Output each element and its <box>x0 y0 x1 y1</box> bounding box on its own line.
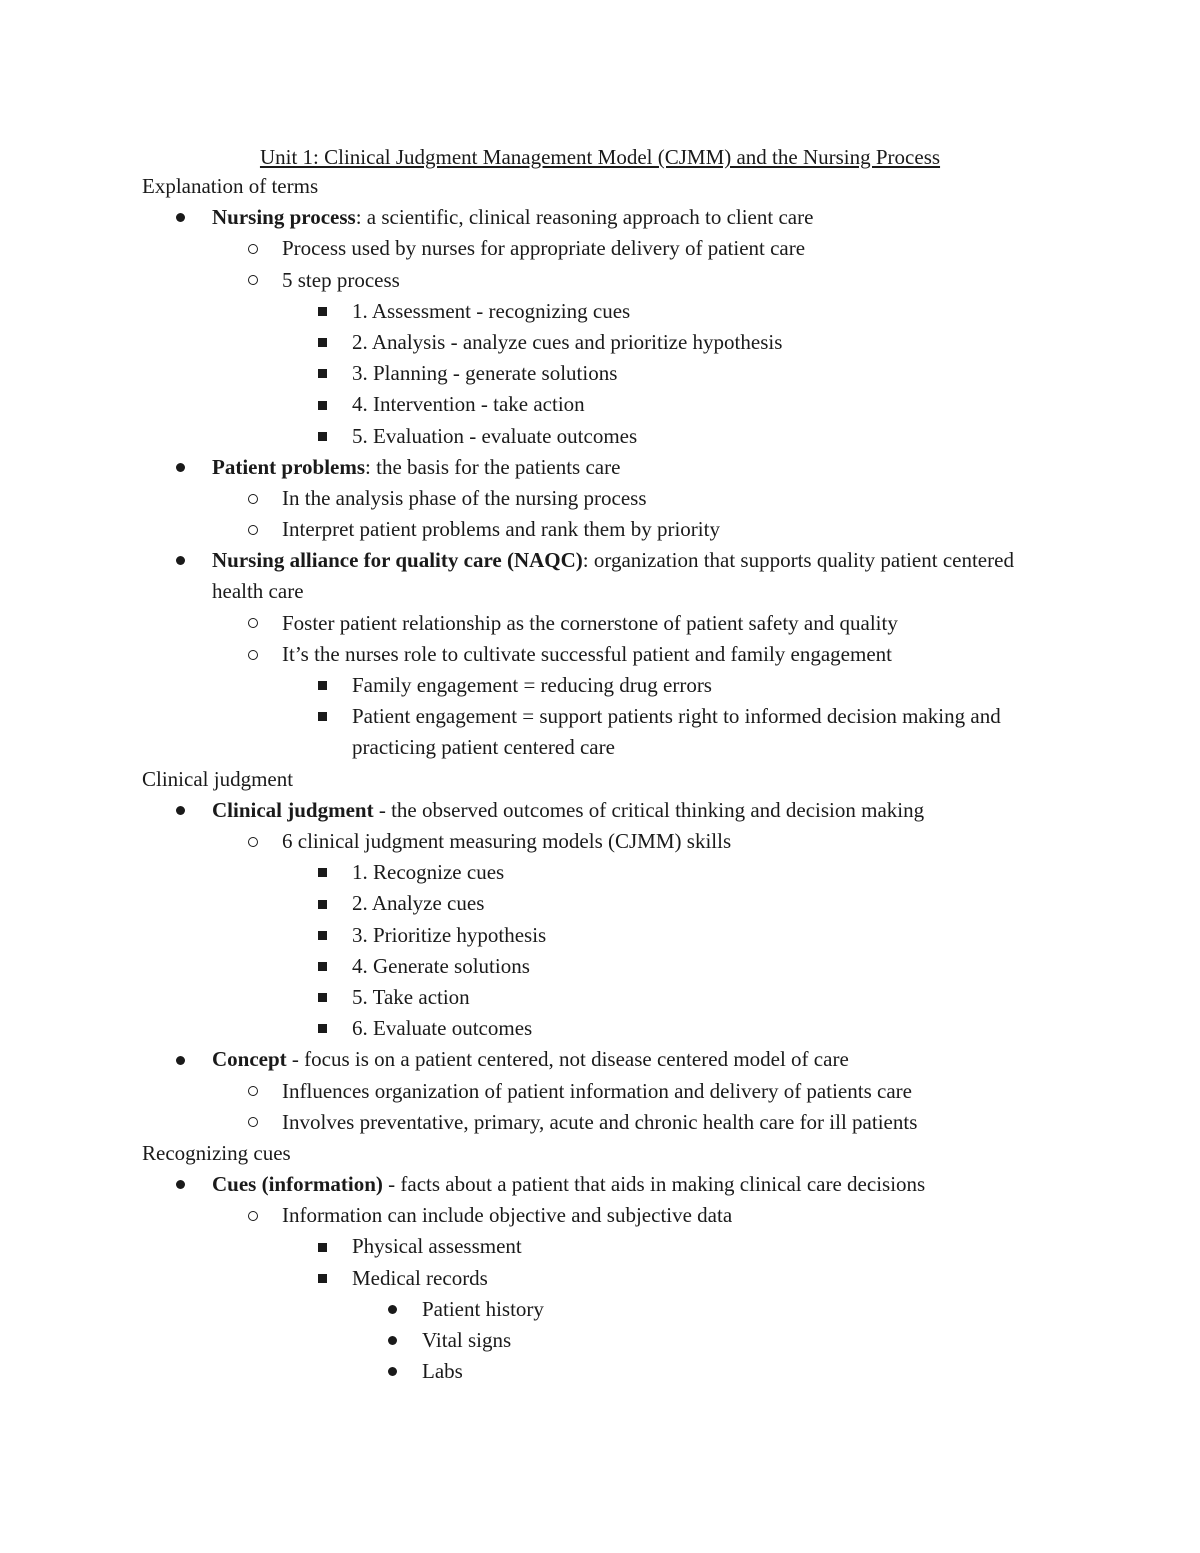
bullet-disc-icon <box>388 1325 397 1356</box>
list-item <box>0 233 1200 264</box>
list-item <box>0 982 1052 1013</box>
list-item-text: Labs <box>422 1359 463 1384</box>
bullet-ring-icon <box>248 639 258 670</box>
bullet-square-icon <box>318 1263 327 1294</box>
list-item-text: 2. Analyze cues <box>352 891 485 916</box>
list-item <box>0 421 1052 452</box>
bullet-square-icon <box>318 421 327 452</box>
list-item-nursing-process <box>0 202 1200 233</box>
list-item-text: Influences organization of patient information and delivery of patients care <box>282 1078 912 1103</box>
list-item-text: In the analysis phase of the nursing process <box>282 485 647 510</box>
section-heading-clinical: Clinical judgment <box>142 766 294 791</box>
term-label: Nursing process <box>212 205 356 230</box>
bullet-square-icon <box>318 982 327 1013</box>
bullet-ring-icon <box>248 1200 258 1231</box>
bullet-square-icon <box>318 888 327 919</box>
list-item-text: Foster patient relationship as the cornerstone of patient safety and quality <box>282 610 898 635</box>
list-item-text: Family engagement = reducing drug errors <box>352 673 712 698</box>
list-item-text: 1. Recognize cues <box>352 860 505 885</box>
bullet-disc-icon <box>176 1044 185 1075</box>
bullet-square-icon <box>318 389 327 420</box>
bullet-square-icon <box>318 670 327 701</box>
list-item-concept <box>0 1044 1200 1075</box>
list-item <box>0 1200 1200 1231</box>
list-item <box>0 358 1052 389</box>
list-item <box>0 389 1052 420</box>
list-item <box>0 1356 1200 1387</box>
list-item-text: 5. Evaluation - evaluate outcomes <box>352 423 638 448</box>
bullet-ring-icon <box>248 826 258 857</box>
term-definition: - the observed outcomes of critical thinking and decision making <box>373 797 925 822</box>
list-item-text: Process used by nurses for appropriate delivery of patient care <box>282 236 806 261</box>
bullet-ring-icon <box>248 1107 258 1138</box>
list-item <box>0 888 1052 919</box>
list-item-text: 6. Evaluate outcomes <box>352 1016 533 1041</box>
bullet-disc-icon <box>388 1294 397 1325</box>
list-item <box>0 1013 1052 1044</box>
list-item <box>0 826 1200 857</box>
list-item-text: Information can include objective and subjective data <box>282 1203 733 1228</box>
list-item-text: 6 clinical judgment measuring models (CJMM) skills <box>282 829 732 853</box>
list-item <box>0 670 1052 701</box>
bullet-disc-icon <box>176 1169 185 1200</box>
list-item-text: Vital signs <box>422 1328 512 1352</box>
document-body <box>0 171 1200 1387</box>
document-title: Unit 1: Clinical Judgment Management Model (CJMM) and the Nursing Process <box>259 145 941 169</box>
list-item <box>0 608 1200 639</box>
bullet-square-icon <box>318 1013 327 1044</box>
list-item <box>0 857 1052 888</box>
list-item <box>0 920 1052 951</box>
list-item <box>0 265 1200 296</box>
bullet-ring-icon <box>248 514 258 545</box>
list-item-text: 2. Analysis - analyze cues and prioritize hypothesis <box>352 329 783 354</box>
bullet-disc-icon <box>176 452 185 483</box>
bullet-square-icon <box>318 296 327 327</box>
list-item <box>0 1076 1200 1107</box>
list-item <box>0 1231 1052 1262</box>
bullet-square-icon <box>318 920 327 951</box>
term-label: Cues (information) <box>212 1172 383 1197</box>
term-definition: : the basis for the patients care <box>365 454 621 479</box>
term-definition: : organization that supports quality patient centered health care <box>212 548 1014 604</box>
list-item-text: Medical records <box>352 1265 488 1290</box>
bullet-ring-icon <box>248 483 258 514</box>
list-item <box>0 701 1052 763</box>
list-item-clinical-judgment <box>0 795 1200 826</box>
term-label: Patient problems <box>212 454 366 479</box>
list-item-text: Patient engagement = support patients right to informed decision making and practicing patient centered care <box>352 704 1001 760</box>
list-item-text: Interpret patient problems and rank them by priority <box>282 517 720 542</box>
list-item <box>0 1263 1052 1294</box>
list-item-text: It’s the nurses role to cultivate successful patient and family engagement <box>282 641 892 666</box>
bullet-ring-icon <box>248 265 258 296</box>
term-label: Clinical judgment <box>212 797 374 822</box>
list-item-text: 4. Intervention - take action <box>352 392 585 417</box>
list-item <box>0 514 1200 545</box>
bullet-square-icon <box>318 358 327 389</box>
term-label: Nursing alliance for quality care (NAQC) <box>212 548 583 573</box>
list-item <box>0 327 1052 358</box>
section-heading-explanation: Explanation of terms <box>142 174 319 198</box>
list-item <box>0 1325 1200 1356</box>
bullet-disc-icon <box>176 545 185 576</box>
list-item-text: 1. Assessment - recognizing cues <box>352 298 631 323</box>
term-definition: - focus is on a patient centered, not disease centered model of care <box>286 1047 849 1072</box>
list-item <box>0 296 1052 327</box>
bullet-ring-icon <box>248 233 258 264</box>
list-item-text: 3. Planning - generate solutions <box>352 361 618 386</box>
list-item-naqc <box>0 545 1042 607</box>
list-item-patient-problems <box>0 452 1200 483</box>
list-item-text: Patient history <box>422 1296 544 1321</box>
list-item <box>0 1294 1200 1325</box>
list-item <box>0 1107 1200 1138</box>
section-heading-cues: Recognizing cues <box>142 1140 291 1165</box>
list-item-text: 3. Prioritize hypothesis <box>352 922 547 947</box>
bullet-square-icon <box>318 857 327 888</box>
bullet-ring-icon <box>248 1076 258 1107</box>
term-label: Concept <box>212 1047 287 1072</box>
list-item-text: 5 step process <box>282 267 400 292</box>
bullet-ring-icon <box>248 608 258 639</box>
bullet-disc-icon <box>388 1356 397 1387</box>
bullet-square-icon <box>318 327 327 358</box>
bullet-square-icon <box>318 701 327 732</box>
list-item-text: Physical assessment <box>352 1234 522 1259</box>
list-item-cues <box>0 1169 1200 1200</box>
list-item <box>0 639 1200 670</box>
term-definition: : a scientific, clinical reasoning approach to client care <box>355 205 814 230</box>
list-item-text: Involves preventative, primary, acute and chronic health care for ill patients <box>282 1109 918 1134</box>
list-item-text: 5. Take action <box>352 984 470 1009</box>
term-definition: - facts about a patient that aids in making clinical care decisions <box>382 1172 926 1197</box>
list-item <box>0 951 1052 982</box>
bullet-square-icon <box>318 1231 327 1262</box>
bullet-square-icon <box>318 951 327 982</box>
list-item-text: 4. Generate solutions <box>352 953 530 978</box>
list-item <box>0 483 1200 514</box>
bullet-disc-icon <box>176 202 185 233</box>
bullet-disc-icon <box>176 795 185 826</box>
